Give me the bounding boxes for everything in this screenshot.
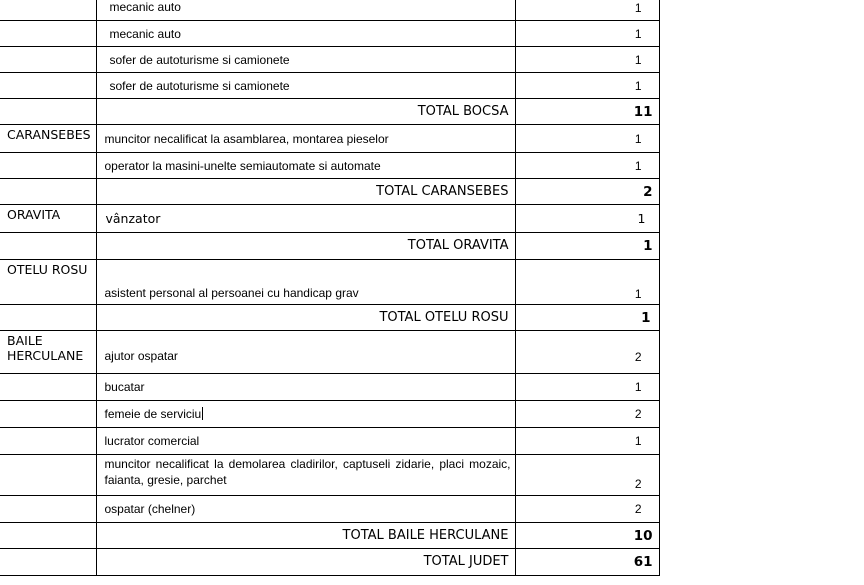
count-cell: 1 (515, 260, 659, 305)
location-cell (0, 549, 96, 576)
subtotal-row (0, 233, 659, 260)
count-cell: 1 (515, 374, 659, 401)
count-cell: 1 (515, 153, 659, 179)
occupation-cell: sofer de autoturisme si camionete (96, 73, 515, 99)
location-cell: BAILE HERCULANE (0, 331, 96, 374)
count-cell: 2 (515, 331, 659, 374)
subtotal-label: TOTAL ORAVITA (96, 233, 515, 260)
count-cell: 1 (515, 125, 659, 153)
occupation-cell: asistent personal al persoanei cu handicap grav (96, 260, 515, 305)
location-cell (0, 0, 96, 21)
location-cell (0, 455, 96, 496)
table-row (0, 0, 659, 21)
subtotal-value: 2 (515, 179, 659, 205)
location-cell (0, 21, 96, 47)
subtotal-row (0, 179, 659, 205)
table-row (0, 374, 659, 401)
table-row (0, 21, 659, 47)
count-cell: 1 (515, 47, 659, 73)
table-row (0, 125, 659, 153)
table-row (0, 428, 659, 455)
subtotal-value: 10 (515, 523, 659, 549)
subtotal-row (0, 99, 659, 125)
location-cell: OTELU ROSU (0, 260, 96, 305)
location-cell (0, 153, 96, 179)
occupation-cell: sofer de autoturisme si camionete (96, 47, 515, 73)
table-row (0, 205, 659, 233)
occupation-cell: ospatar (chelner) (96, 496, 515, 523)
occupation-cell: muncitor necalificat la demolarea cladirilor, captuseli zidarie, placi mozaic, faianta, gresie, parchet (96, 455, 515, 496)
occupation-cell: vânzator (96, 205, 515, 233)
location-cell (0, 523, 96, 549)
location-cell (0, 179, 96, 205)
subtotal-label: TOTAL OTELU ROSU (96, 305, 515, 331)
occupation-cell: muncitor necalificat la asamblarea, montarea pieselor (96, 125, 515, 153)
subtotal-label: TOTAL BOCSA (96, 99, 515, 125)
count-cell: 1 (515, 0, 659, 21)
location-cell (0, 428, 96, 455)
location-cell (0, 374, 96, 401)
count-cell: 2 (515, 455, 659, 496)
occupation-cell: bucatar (96, 374, 515, 401)
table-row (0, 260, 659, 305)
subtotal-value: 11 (515, 99, 659, 125)
count-cell: 1 (515, 205, 659, 233)
subtotal-value: 1 (515, 233, 659, 260)
subtotal-value: 1 (515, 305, 659, 331)
table-row (0, 496, 659, 523)
subtotal-label: TOTAL CARANSEBES (96, 179, 515, 205)
occupation-cell: mecanic auto (96, 0, 515, 21)
count-cell: 1 (515, 428, 659, 455)
occupation-cell: lucrator comercial (96, 428, 515, 455)
occupation-text: femeie de serviciu (104, 407, 202, 421)
count-cell: 2 (515, 401, 659, 428)
subtotal-row (0, 305, 659, 331)
table-row (0, 455, 659, 496)
text-cursor (202, 407, 203, 420)
location-cell: CARANSEBES (0, 125, 96, 153)
location-cell (0, 47, 96, 73)
location-cell (0, 233, 96, 260)
count-cell: 2 (515, 496, 659, 523)
grand-total-label: TOTAL JUDET (96, 549, 515, 576)
location-cell (0, 73, 96, 99)
subtotal-label: TOTAL BAILE HERCULANE (96, 523, 515, 549)
subtotal-row (0, 523, 659, 549)
location-cell (0, 401, 96, 428)
table-row (0, 401, 659, 428)
occupation-cell: ajutor ospatar (96, 331, 515, 374)
table-row (0, 73, 659, 99)
table-row (0, 331, 659, 374)
count-cell: 1 (515, 73, 659, 99)
occupation-cell: mecanic auto (96, 21, 515, 47)
location-cell (0, 496, 96, 523)
location-cell (0, 99, 96, 125)
grand-total-value: 61 (515, 549, 659, 576)
location-cell: ORAVITA (0, 205, 96, 233)
location-cell (0, 305, 96, 331)
occupation-cell (96, 401, 515, 428)
grand-total-row (0, 549, 659, 576)
table-row (0, 153, 659, 179)
count-cell: 1 (515, 21, 659, 47)
occupation-cell: operator la masini-unelte semiautomate si automate (96, 153, 515, 179)
table-row (0, 47, 659, 73)
